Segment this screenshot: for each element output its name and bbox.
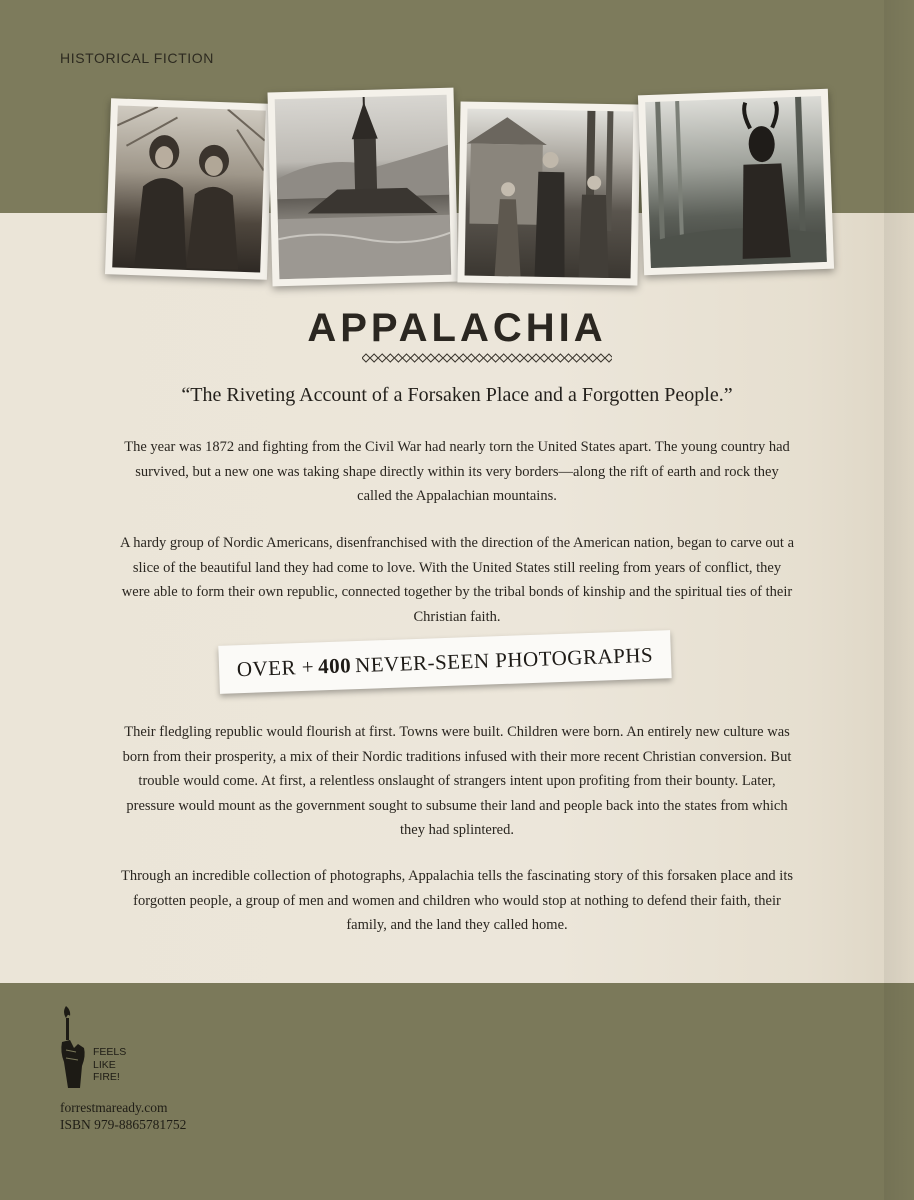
label-suffix: NEVER-SEEN PHOTOGRAPHS xyxy=(354,642,654,677)
photo-family xyxy=(457,101,640,285)
photo-family-image xyxy=(465,109,634,279)
masked-figure-scene xyxy=(645,96,827,268)
publisher-name-line-2: LIKE xyxy=(93,1058,116,1071)
label-prefix: OVER + xyxy=(236,654,315,681)
description-paragraph-1: The year was 1872 and fighting from the Civil War had nearly torn the United States apart. The young country had survived, but a new one was taking shape directly within its very borders—along the rift of earth and rock they called the Appalachian mountains. xyxy=(124,439,790,504)
photo-children-image xyxy=(112,105,266,272)
children-figures xyxy=(112,105,266,272)
photo-church-image xyxy=(275,95,452,279)
page-edge-shadow xyxy=(884,0,914,1200)
genre-label: HISTORICAL FICTION xyxy=(60,50,214,66)
tagline: “The Riveting Account of a Forsaken Place and a Forgotten People.” xyxy=(181,384,733,406)
publisher-website: forrestmaready.com xyxy=(60,1100,168,1115)
title-ornament-divider xyxy=(362,353,612,363)
publisher-name xyxy=(93,1046,153,1084)
church-scene xyxy=(275,95,452,279)
photo-masked-figure-image xyxy=(645,96,827,268)
isbn-number: ISBN 979-8865781752 xyxy=(60,1117,187,1132)
bottom-band xyxy=(0,983,914,1200)
description-paragraph-3: Their fledgling republic would flourish at first. Towns were built. Children were born. An entirely new culture was born from their prosperity, a mix of their Nordic traditions infused with their more recent Christian conversion. But trouble would come. At first, a relentless onslaught of strangers intent upon profiting from their bounty. Later, pressure would mount as the government sought to subsume their land and people back into the states from which they had splintered. xyxy=(122,724,792,838)
photo-children xyxy=(105,98,273,280)
family-scene xyxy=(465,109,634,279)
description-paragraph-2: A hardy group of Nordic Americans, disenfranchised with the direction of the American nation, began to carve out a slice of the beautiful land they had come to love. With the United States still reeling from years of conflict, they were able to form their own republic, connected together by the tribal bonds of kinship and the spiritual ties of their Christian faith. xyxy=(119,535,795,625)
photo-masked-figure xyxy=(638,89,834,276)
label-number: 400 xyxy=(317,652,352,678)
publisher-name-line-3: FIRE! xyxy=(93,1071,120,1083)
publisher-hand-torch-icon xyxy=(58,1004,88,1090)
photo-church xyxy=(267,88,458,287)
publisher-name-line-1: FEELS xyxy=(93,1046,127,1058)
description-paragraph-4: Through an incredible collection of photographs, Appalachia tells the fascinating story of this forsaken place and its forgotten people, a group of men and women and children who would stop at nothing to defend their faith, their family, and the land they called home. xyxy=(120,868,794,933)
book-title: APPALACHIA xyxy=(307,306,607,350)
